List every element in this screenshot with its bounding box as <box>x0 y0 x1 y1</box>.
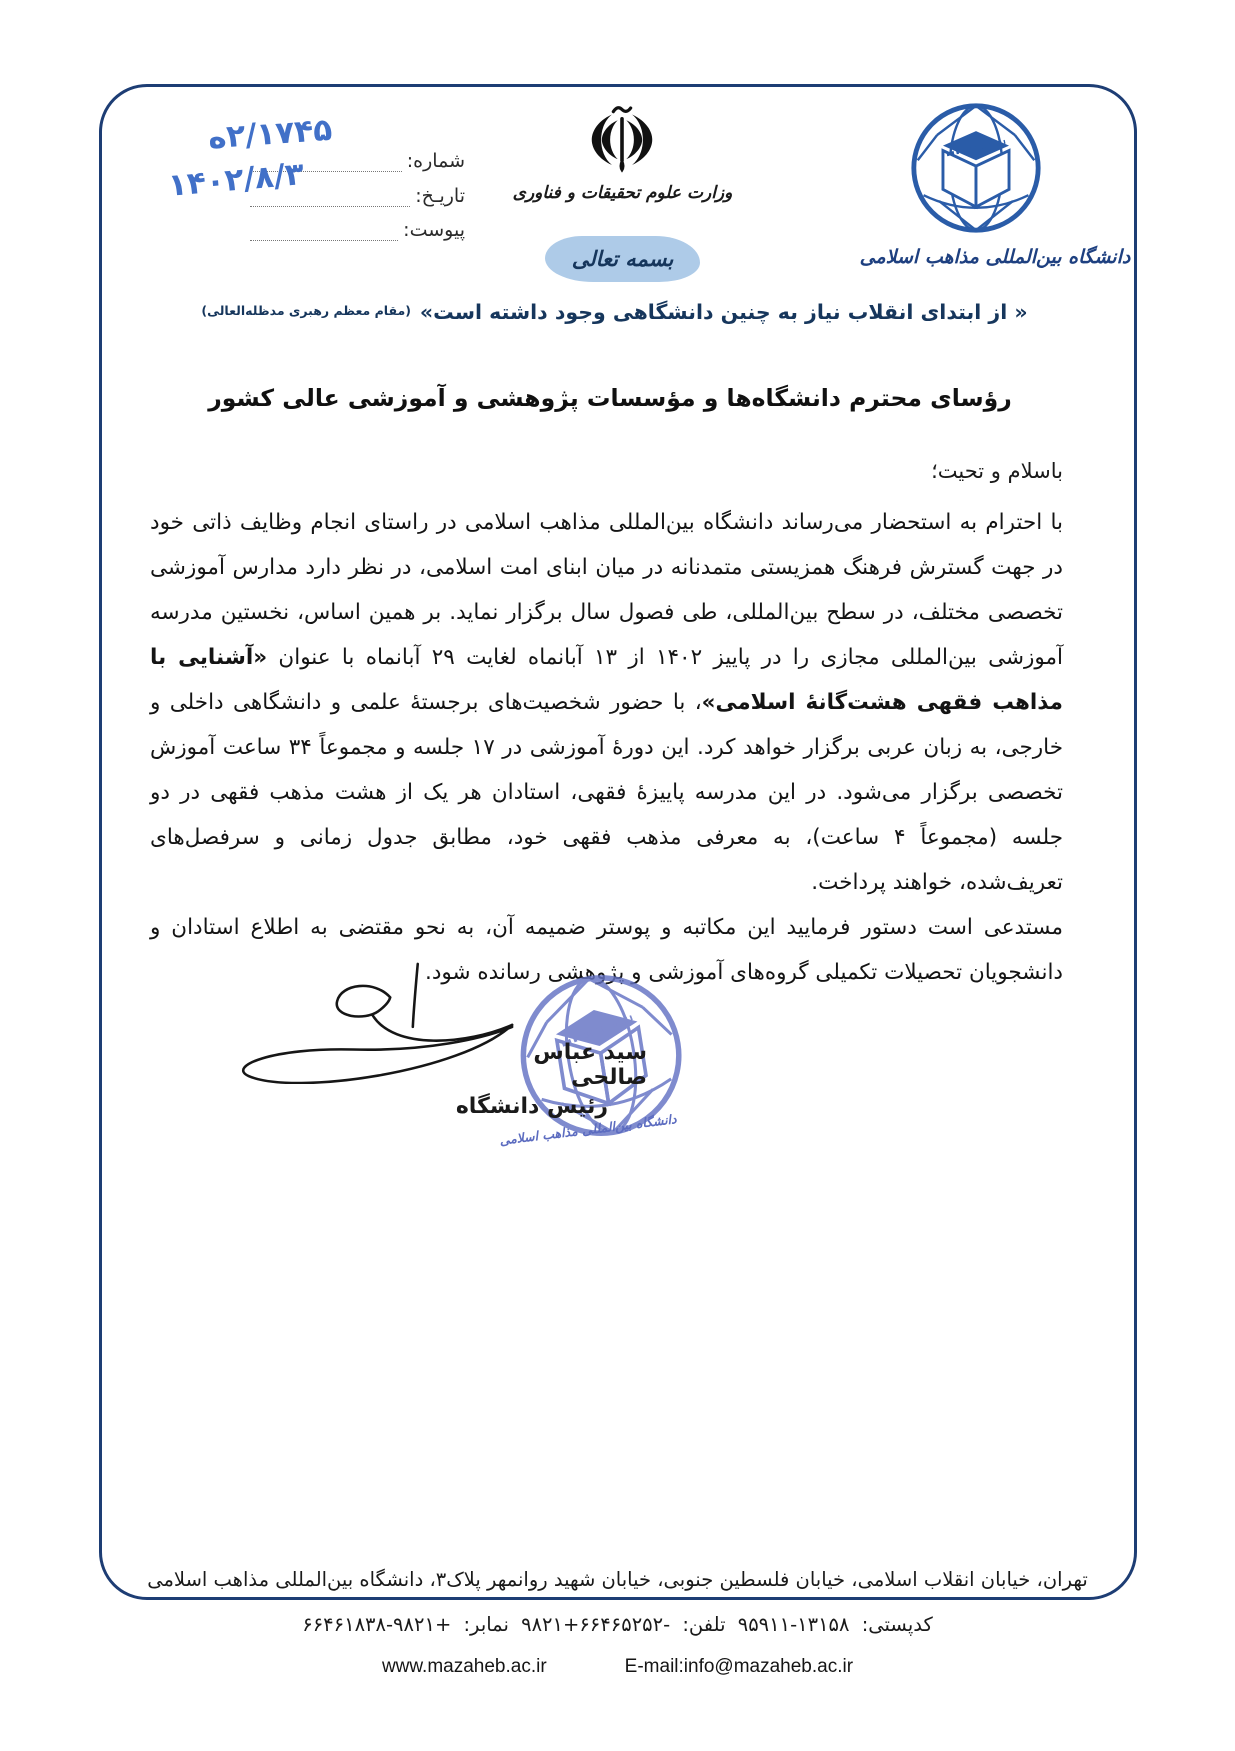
date-label: تاریـخ: <box>415 185 465 207</box>
footer-contact-line <box>0 1613 1235 1636</box>
attachment-label: پیوست: <box>403 219 465 241</box>
handwritten-reference-number: ۲/۱۷۴۵ه <box>206 111 334 157</box>
leader-quote <box>201 300 1028 324</box>
ministry-name: وزارت علوم تحقیقات و فناوری <box>512 183 733 203</box>
recipient-title: رؤسای محترم دانشگاه‌ها و مؤسسات پژوهشی و آموزشی عالی کشور <box>208 384 1012 412</box>
postal-label: کدپستی: <box>861 1613 933 1636</box>
paragraph-text: با احترام به استحضار می‌رساند دانشگاه بین‌المللی مذاهب اسلامی در راستای انجام وظایف ذاتی خود در جهت گسترش فرهنگ همزیستی متمدنانه در میان ابنای امت اسلامی، در نظر دارد مدارس آموزشی تخصصی مختلف، در سطح بین‌المللی، طی فصول سال برگزار نماید. بر همین اساس، نخستین مدرسه آموزشی بین‌المللی مجازی را در پاییز ۱۴۰۲ از ۱۳ آبانماه لغایت ۲۹ آبانماه با عنوان <box>150 510 1063 670</box>
fax-number: ۶۶۴۶۱۸۳۸-۹۸۲۱+ <box>302 1613 452 1636</box>
signer-title: رئیس دانشگاه <box>455 1094 608 1119</box>
fax-label: نمابر: <box>463 1613 509 1636</box>
university-logo-icon <box>908 100 1044 236</box>
footer-address-line <box>0 1568 1235 1591</box>
salutation: باسلام و تحیت؛ <box>931 459 1063 483</box>
iran-emblem-icon <box>586 100 658 178</box>
signer-name: سید عباس صالحی <box>533 1040 647 1090</box>
number-label: شماره: <box>406 150 465 172</box>
website-url: www.mazaheb.ac.ir <box>381 1656 547 1677</box>
postal-code: ۹۵۹۱۱-۱۳۱۵۸ <box>737 1613 850 1636</box>
dotted-leader <box>250 220 398 241</box>
attachment-row <box>250 219 465 241</box>
quote-text: « از ابتدای انقلاب نیاز به چنین دانشگاهی وجود داشته است» <box>419 300 1028 324</box>
footer-address: تهران، خیابان انقلاب اسلامی، خیابان فلسطین جنوبی، خیابان شهید روانمهر پلاک۳، دانشگاه بین‌المللی مذاهب اسلامی <box>131 1568 1104 1591</box>
university-name: دانشگاه بین‌المللی مذاهب اسلامی <box>859 246 1131 268</box>
body-paragraph-2: مستدعی است دستور فرمایید این مکاتبه و پوستر ضمیمه آن، به نحو مقتضی به اطلاع استادان و دانشجویان تحصیلات تکمیلی گروه‌های آموزشی و پژوهشی رسانده شود. <box>150 915 1063 985</box>
besmele-badge: بسمه تعالی <box>545 236 700 282</box>
body-paragraph-1 <box>150 500 1063 905</box>
email-address: E-mail:info@mazaheb.ac.ir <box>624 1656 854 1677</box>
course-title-bold: «آشنایی با مذاهب فقهی هشت‌گانهٔ اسلامی» <box>150 645 1063 715</box>
phone-number: ۹۸۲۱+۶۶۴۶۵۲۵۲- <box>521 1613 671 1636</box>
paragraph-text: ، با حضور شخصیت‌های برجستهٔ علمی و دانشگاهی داخلی و خارجی، به زبان عربی برگزار خواهد کرد. این دورهٔ آموزشی در ۱۷ جلسه و مجموعاً ۳۴ ساعت آموزش تخصصی برگزار می‌شود. در این مدرسه پاییزهٔ فقهی، استادان هر یک از هشت مذهب فقهی در دو جلسه (مجموعاً ۴ ساعت)، به معرفی مذهب فقهی خود، مطابق جدول زمانی و سرفصل‌های تعریف‌شده، خواهند پرداخت. <box>150 690 1063 895</box>
phone-label: تلفن: <box>682 1613 726 1636</box>
letter-body <box>150 500 1063 995</box>
footer-web-line <box>0 1656 1235 1678</box>
handwritten-date: ۱۴۰۲/۸/۳ <box>166 156 306 204</box>
stamp-text: دانشگاه بین‌المللی مذاهب اسلامی <box>498 1111 678 1148</box>
quote-attribution: (مقام معظم رهبری مدظله‌العالی) <box>201 302 411 318</box>
